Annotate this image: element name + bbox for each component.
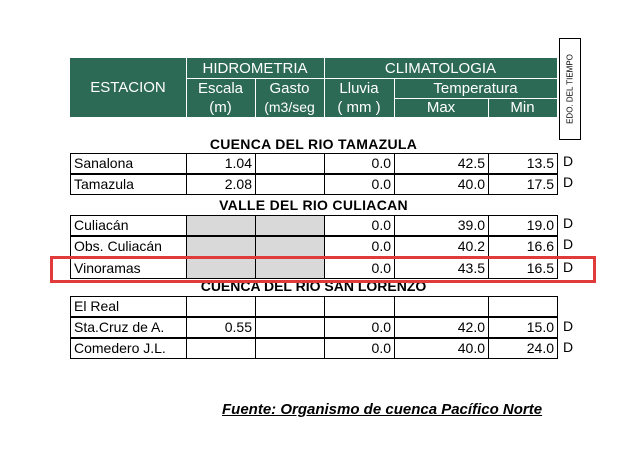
cell-max: 42.5 bbox=[394, 153, 489, 174]
cell-gasto bbox=[255, 338, 325, 359]
highlight-box bbox=[50, 256, 596, 283]
cell-edo: D bbox=[563, 215, 574, 231]
cell-gasto bbox=[255, 174, 325, 195]
cell-lluvia: 0.0 bbox=[324, 174, 395, 195]
cell-gasto bbox=[255, 236, 325, 257]
cell-lluvia: 0.0 bbox=[324, 215, 395, 236]
cell-name: Tamazula bbox=[70, 174, 187, 195]
cell-escala bbox=[186, 215, 256, 236]
cell-max: 40.2 bbox=[394, 236, 489, 257]
cell-name: Sta.Cruz de A. bbox=[70, 317, 187, 338]
cell-min: 16.6 bbox=[488, 236, 558, 257]
cell-max: 42.0 bbox=[394, 317, 489, 338]
col-lluvia-unit: ( mm ) bbox=[337, 98, 381, 116]
cell-edo: D bbox=[563, 153, 574, 169]
cell-escala: 0.55 bbox=[186, 317, 256, 338]
cell-max: 40.0 bbox=[394, 338, 489, 359]
section-title: VALLE DEL RIO CULIACAN bbox=[219, 197, 408, 213]
col-edo-tiempo bbox=[559, 38, 581, 140]
cell-edo: D bbox=[563, 318, 574, 334]
cell-edo: D bbox=[563, 174, 574, 190]
table-row bbox=[70, 174, 558, 195]
cell-gasto bbox=[255, 215, 325, 236]
cell-min: 16.5 bbox=[488, 258, 558, 279]
cell-name: Obs. Culiacán bbox=[70, 236, 187, 257]
col-estacion: ESTACION bbox=[90, 79, 166, 96]
cell-name: El Real bbox=[70, 296, 187, 317]
table-row bbox=[70, 236, 558, 257]
col-gasto: Gasto bbox=[269, 79, 310, 97]
cell-max: 43.5 bbox=[394, 258, 489, 279]
table-row bbox=[70, 153, 558, 174]
table-row bbox=[70, 338, 558, 359]
cell-min: 15.0 bbox=[488, 317, 558, 338]
cell-min: 19.0 bbox=[488, 215, 558, 236]
col-lluvia: Lluvia bbox=[339, 79, 379, 97]
cell-escala bbox=[186, 236, 256, 257]
col-temperatura: Temperatura bbox=[433, 79, 518, 97]
cell-max: 40.0 bbox=[394, 174, 489, 195]
section-title: CUENCA DEL RIO TAMAZULA bbox=[209, 136, 418, 152]
source-caption: Fuente: Organismo de cuenca Pacífico Norte bbox=[222, 401, 543, 418]
cell-escala: 2.08 bbox=[186, 174, 256, 195]
cell-name: Vinoramas bbox=[70, 258, 187, 279]
cell-lluvia bbox=[324, 296, 395, 317]
cell-min: 17.5 bbox=[488, 174, 558, 195]
cell-lluvia: 0.0 bbox=[324, 317, 395, 338]
col-min: Min bbox=[510, 99, 535, 116]
cell-name: Comedero J.L. bbox=[70, 338, 187, 359]
cell-lluvia: 0.0 bbox=[324, 338, 395, 359]
cell-escala: 1.04 bbox=[186, 153, 256, 174]
cell-max: 39.0 bbox=[394, 215, 489, 236]
cell-lluvia: 0.0 bbox=[324, 236, 395, 257]
cell-escala bbox=[186, 338, 256, 359]
cell-min bbox=[488, 296, 558, 317]
cell-lluvia: 0.0 bbox=[324, 258, 395, 279]
cell-lluvia: 0.0 bbox=[324, 153, 395, 174]
col-gasto-unit: (m3/seg bbox=[264, 99, 315, 115]
cell-min: 13.5 bbox=[488, 153, 558, 174]
cell-gasto bbox=[255, 296, 325, 317]
cell-edo: D bbox=[563, 259, 574, 275]
table-row bbox=[70, 296, 558, 317]
cell-name: Sanalona bbox=[70, 153, 187, 174]
col-climatologia: CLIMATOLOGIA bbox=[384, 59, 497, 77]
col-max: Max bbox=[426, 99, 456, 116]
col-escala-unit: (m) bbox=[209, 98, 232, 116]
col-hidrometria: HIDROMETRIA bbox=[202, 59, 308, 77]
cell-max bbox=[394, 296, 489, 317]
cell-name: Culiacán bbox=[70, 215, 187, 236]
edo-tiempo-label: EDO. DEL TIEMPO bbox=[565, 54, 575, 124]
cell-edo: D bbox=[563, 339, 574, 355]
table-row bbox=[70, 215, 558, 236]
cell-escala bbox=[186, 296, 256, 317]
cell-min: 24.0 bbox=[488, 338, 558, 359]
cell-gasto bbox=[255, 317, 325, 338]
col-escala: Escala bbox=[197, 79, 244, 97]
table-row bbox=[70, 317, 558, 338]
cell-gasto bbox=[255, 153, 325, 174]
cell-edo: D bbox=[563, 236, 574, 252]
section-title: CUENCA DEL RIO SAN LORENZO bbox=[200, 281, 427, 294]
